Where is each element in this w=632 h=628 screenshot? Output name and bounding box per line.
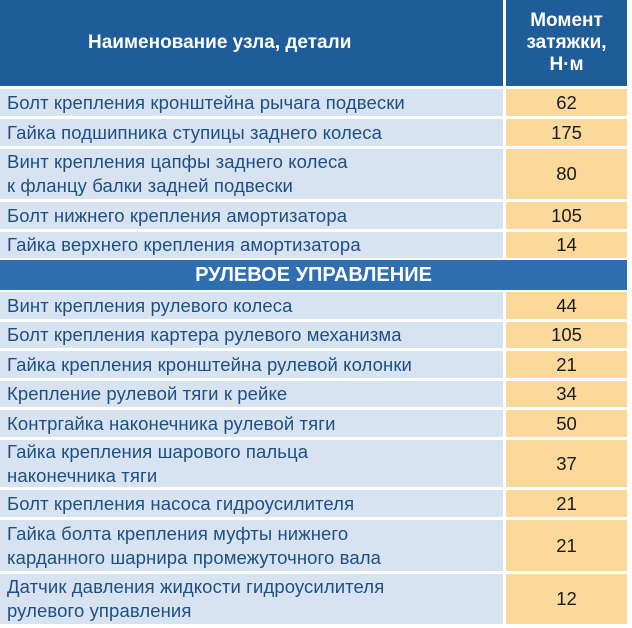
row-name-line: Болт нижнего крепления амортизатора <box>7 204 348 226</box>
row-name <box>0 119 503 146</box>
table-row <box>0 202 632 229</box>
row-name <box>0 410 503 437</box>
row-value: 34 <box>506 381 627 407</box>
row-value: 37 <box>506 440 627 487</box>
row-name <box>0 490 503 517</box>
table-row <box>0 322 632 348</box>
row-value: 21 <box>506 351 627 378</box>
row-name-line: наконечника тяги <box>7 464 158 486</box>
row-value: 12 <box>506 574 627 624</box>
row-value: 80 <box>506 149 627 199</box>
row-name <box>0 351 503 378</box>
table-row <box>0 574 632 624</box>
table-row <box>0 351 632 378</box>
table-row <box>0 410 632 437</box>
row-value: 44 <box>506 292 627 319</box>
row-value: 50 <box>506 410 627 437</box>
table-row <box>0 119 632 146</box>
row-name-line: Винт крепления цапфы заднего колеса <box>7 151 348 172</box>
row-name <box>0 202 503 229</box>
row-name-line: Гайка подшипника ступицы заднего колеса <box>7 121 383 143</box>
row-name <box>0 381 503 407</box>
row-value: 175 <box>506 119 627 146</box>
row-name <box>0 574 503 624</box>
row-name-line: Датчик давления жидкости гидроусилителя <box>7 576 385 597</box>
row-name-line: карданного шарнира промежуточного вала <box>7 546 381 568</box>
row-value: 105 <box>506 202 627 229</box>
row-name <box>0 292 503 319</box>
table-row <box>0 381 632 407</box>
row-name <box>0 440 503 487</box>
row-name-line: Болт крепления картера рулевого механизма <box>7 324 402 345</box>
row-name <box>0 232 503 258</box>
header-value-cell <box>506 0 627 86</box>
table-row <box>0 149 632 199</box>
section-header-steering: РУЛЕВОЕ УПРАВЛЕНИЕ <box>0 260 627 290</box>
row-value: 21 <box>506 490 627 517</box>
header-value-line-1: Момент <box>530 10 603 31</box>
row-name-line: Болт крепления насоса гидроусилителя <box>7 492 355 514</box>
row-name-line: Гайка верхнего крепления амортизатора <box>7 234 361 255</box>
row-name-line: Болт крепления кронштейна рычага подвески <box>7 91 405 113</box>
header-value-line-3: Н·м <box>549 54 584 75</box>
row-name-line: Контргайка наконечника рулевой тяги <box>7 412 336 434</box>
row-name-line: Крепление рулевой тяги к рейке <box>7 383 288 404</box>
row-name-line: Гайка крепления кронштейна рулевой колонки <box>7 353 412 375</box>
row-name-line: к фланцу балки задней подвески <box>7 175 293 196</box>
row-value: 62 <box>506 89 627 116</box>
row-name <box>0 149 503 199</box>
table-row <box>0 89 632 116</box>
row-value: 105 <box>506 322 627 348</box>
row-name <box>0 89 503 116</box>
row-name <box>0 520 503 571</box>
header-name-cell: Наименование узла, детали <box>0 0 503 86</box>
row-name <box>0 322 503 348</box>
table-row <box>0 520 632 571</box>
table-row <box>0 440 632 487</box>
row-name-line: рулевого управления <box>7 600 192 621</box>
row-name-line: Гайка болта крепления муфты нижнего <box>7 522 349 544</box>
table-row <box>0 232 632 258</box>
table-row <box>0 490 632 517</box>
row-name-line: Гайка крепления шарового пальца <box>7 440 309 462</box>
row-value: 21 <box>506 520 627 571</box>
header-value-line-2: затяжки, <box>526 32 607 53</box>
row-name-line: Винт крепления рулевого колеса <box>7 294 293 316</box>
row-value: 14 <box>506 232 627 258</box>
table-row <box>0 292 632 319</box>
